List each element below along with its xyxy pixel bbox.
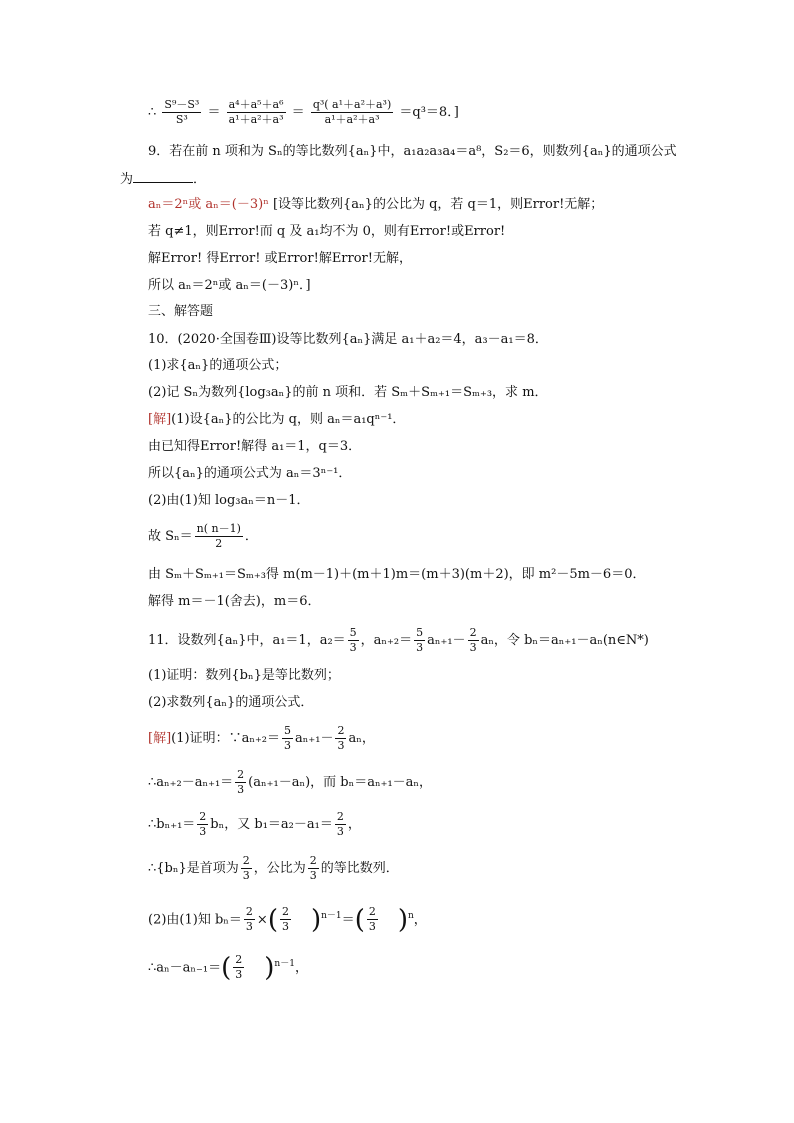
answer-11-line1: [解](1)证明：∵aₙ₊₂＝ $\frac{5}{3}$ aₙ₊₁－ $\frac{2}{3}$ aₙ， [148, 724, 375, 752]
fraction-a4-a6: $\frac{\text{a⁴＋a⁵＋a⁶}}{\text{a¹＋a²＋a³}}$ [228, 98, 284, 126]
answer-10-line3: 所以{aₙ}的通项公式为 aₙ＝3ⁿ⁻¹． [148, 466, 352, 481]
question-10: 10．(2020·全国卷Ⅲ)设等比数列{aₙ}满足 a₁＋a₂＝4，a₃－a₁＝8． [148, 332, 548, 347]
answer-10-line1: [解](1)设{aₙ}的公比为 q，则 aₙ＝a₁qⁿ⁻¹． [148, 412, 406, 427]
question-9-line1: 9．若在前 n 项和为 Sₙ的等比数列{aₙ}中，a₁a₂a₃a₄＝a⁸，S₂＝6，则数列{aₙ}的通项公式 [148, 144, 677, 159]
answer-9-line1: aₙ＝2ⁿ或 aₙ＝(－3)ⁿ [设等比数列{aₙ}的公比为 q，若 q＝1，则Error!无解； [148, 197, 604, 212]
fraction-s9-s3: $\frac{\text{S⁹－S³}}{\text{S³}}$ [164, 98, 200, 126]
answer-10-line7: 解得 m＝－1(舍去)，m＝6． [148, 594, 321, 609]
question-11-part2: (2)求数列{aₙ}的通项公式． [148, 695, 314, 710]
answer-11-line2: ∴aₙ₊₂－aₙ₊₁＝ $\frac{2}{3}$ (aₙ₊₁－aₙ)，而 bₙ＝aₙ₊₁－aₙ， [148, 768, 433, 796]
answer-10-line6: 由 Sₘ＋Sₘ₊₁＝Sₘ₊₃得 m(m－1)＋(m＋1)m＝(m＋3)(m＋2)，即 m²－5m－6＝0． [148, 567, 646, 582]
question-11: 11．设数列{aₙ}中，a₁＝1，a₂＝ $\frac{5}{3}$ ，aₙ₊₂＝ $\frac{5}{3}$ aₙ₊₁－ $\frac{2}{3}$ aₙ，令 bₙ＝aₙ₊₁－aₙ(n∈N*) [148, 626, 649, 654]
answer-10-line5: 故 Sₙ＝ $\frac{n( n-1)}{2}$ ． [148, 522, 258, 550]
sum-ratio-line: ∴ $\frac{\text{S⁹－S³}}{\text{S³}}$ ＝ $\frac{\text{a⁴＋a⁵＋a⁶}}{\text{a¹＋a²＋a³}}$ ＝ $\frac{\text{q³( a¹＋a²＋a³)}}{\text{a¹＋a²＋a³}}$ ＝q³＝8．] [148, 98, 459, 126]
answer-9-line2: 若 q≠1，则Error!而 q 及 a₁均不为 0，则有Error!或Error! [148, 224, 506, 239]
answer-blank [133, 170, 193, 183]
answer-9-red: aₙ＝2ⁿ或 aₙ＝(－3)ⁿ [148, 197, 269, 212]
fraction-q3: $\frac{\text{q³( a¹＋a²＋a³)}}{\text{a¹＋a²＋a³}}$ [312, 98, 392, 126]
answer-9-line4: 所以 aₙ＝2ⁿ或 aₙ＝(－3)ⁿ．] [148, 278, 311, 293]
answer-10-line2: 由已知得Error!解得 a₁＝1，q＝3． [148, 439, 362, 454]
question-10-part2: (2)记 Sₙ为数列{log₃aₙ}的前 n 项和．若 Sₘ＋Sₘ₊₁＝Sₘ₊₃，求 m． [148, 385, 548, 400]
question-10-part1: (1)求{aₙ}的通项公式； [148, 358, 288, 373]
answer-11-line6: ∴aₙ－aₙ₋₁＝( $\frac{2}{3}$ )$^{n-1}$， [148, 952, 308, 983]
solution-tag: [解] [148, 412, 172, 427]
section-heading: 三、解答题 [148, 304, 214, 319]
answer-10-line4: (2)由(1)知 log₃aₙ＝n－1． [148, 493, 310, 508]
question-9-line2: 为 ． [120, 172, 207, 187]
fraction-sn: $\frac{n( n-1)}{2}$ [196, 522, 241, 550]
answer-11-line3: ∴bₙ₊₁＝ $\frac{2}{3}$ bₙ，又 b₁＝a₂－a₁＝ $\frac{2}{3}$ ， [148, 810, 361, 838]
answer-11-line4: ∴{bₙ}是首项为 $\frac{2}{3}$ ，公比为 $\frac{2}{3}$ 的等比数列． [148, 854, 399, 882]
answer-11-line5: (2)由(1)知 bₙ＝ $\frac{2}{3}$ ×( $\frac{2}{3}$ )$^{n-1}$＝( $\frac{2}{3}$ )$^n$， [148, 904, 427, 935]
therefore-symbol: ∴ [148, 105, 157, 120]
question-11-part1: (1)证明：数列{bₙ}是等比数列； [148, 668, 340, 683]
answer-9-line3: 解Error! 得Error! 或Error!解Error!无解， [148, 251, 412, 266]
solution-tag: [解] [148, 731, 172, 746]
